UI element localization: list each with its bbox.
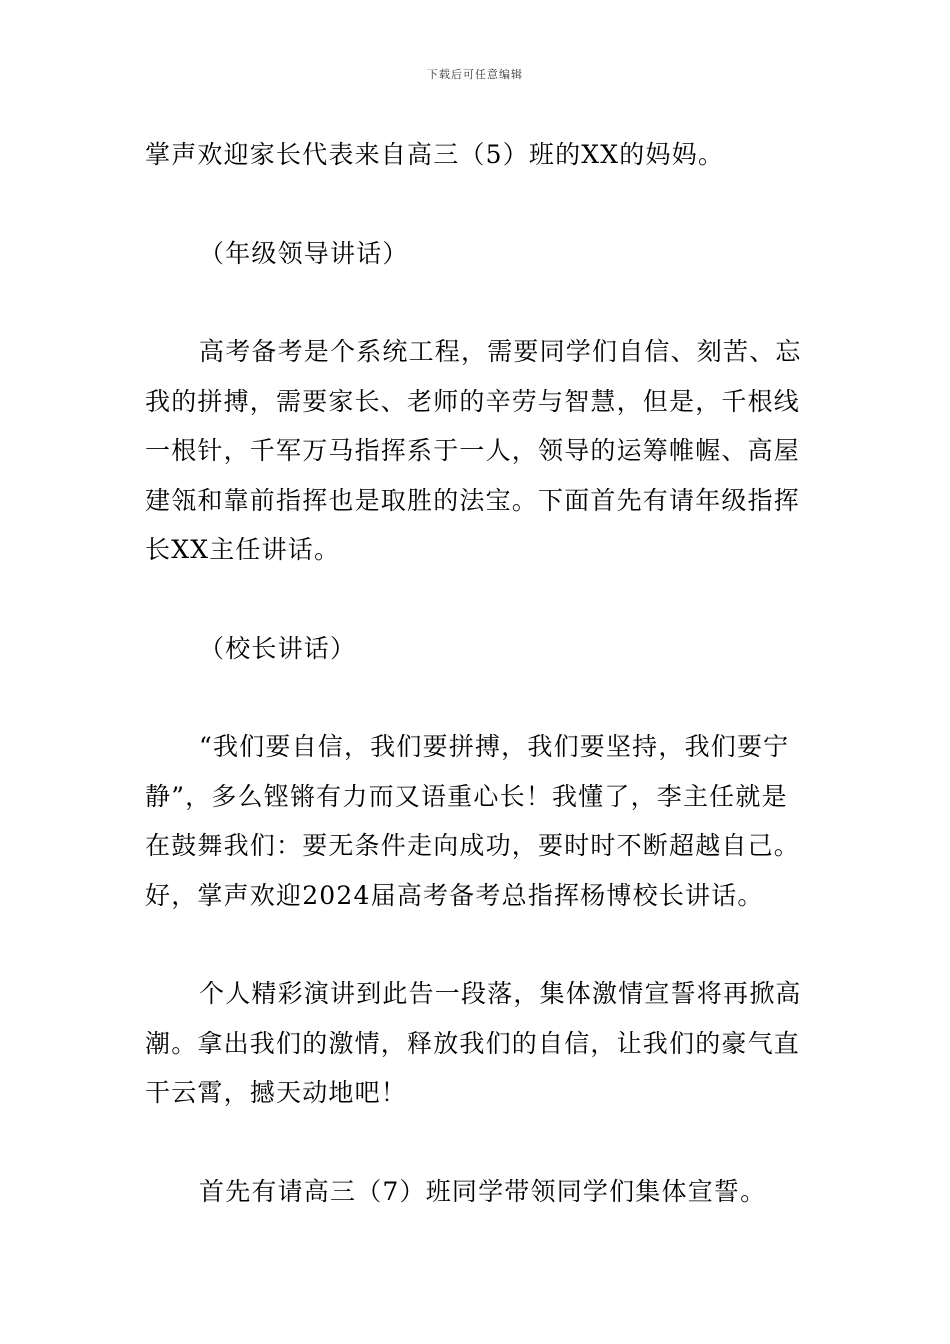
page-header-note: 下载后可任意编辑 [427,68,523,81]
paragraph-oath-transition: 个人精彩演讲到此告一段落，集体激情宣誓将再掀高潮。拿出我们的激情，释放我们的自信，让我们的豪气直干云霄，撼天动地吧！ [145,979,802,1107]
paragraph-grade-leader-intro: 高考备考是个系统工程，需要同学们自信、刻苦、忘我的拼搏，需要家长、老师的辛劳与智慧，但是，千根线一根针，千军万马指挥系于一人，领导的运筹帷幄、高屋建瓴和靠前指挥也是取胜的法宝。下面首先有请年级指挥长XX主任讲话。 [145,337,802,564]
paragraph-welcome-parent: 掌声欢迎家长代表来自高三（5）班的XX的妈妈。 [145,140,725,169]
paragraph-oath-invite: 首先有请高三（7）班同学带领同学们集体宣誓。 [199,1176,767,1206]
paragraph-principal-intro: “我们要自信，我们要拼搏，我们要坚持，我们要宁静”，多么铿锵有力而又语重心长！我懂了，李主任就是在鼓舞我们：要无条件走向成功，要时时不断超越自己。好，掌声欢迎2024届高考备考总指挥杨博校长讲话。 [145,732,801,910]
paragraph-grade-leader-heading: （年级领导讲话） [199,238,409,268]
paragraph-principal-heading: （校长讲话） [199,633,357,663]
document-body [145,130,807,1216]
